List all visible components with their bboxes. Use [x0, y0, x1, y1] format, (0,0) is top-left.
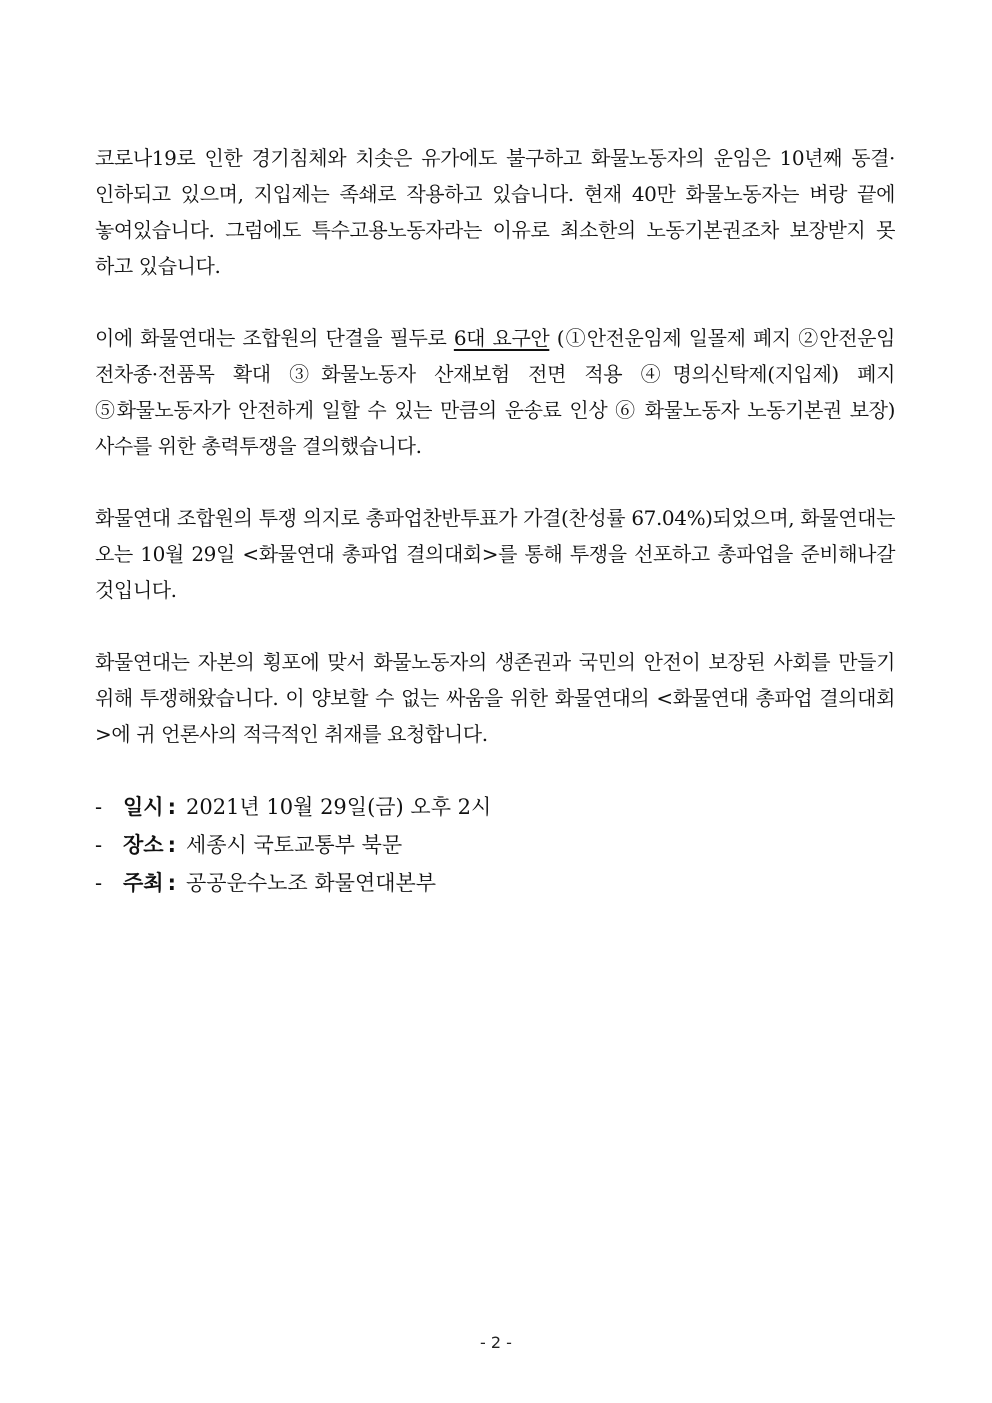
event-location-label: 장소 — [123, 833, 164, 857]
event-organizer-value: 공공운수노조 화물연대본부 — [185, 871, 437, 895]
document-body — [95, 140, 895, 902]
label-colon: : — [167, 833, 176, 857]
paragraph-text: 이에 화물연대는 조합원의 단결을 필두로 — [95, 326, 454, 350]
label-colon: : — [167, 871, 176, 895]
event-location-value: 세종시 국토교통부 북문 — [185, 833, 403, 857]
paragraph-vote-result — [95, 500, 895, 608]
paragraph-text: 화물연대는 자본의 횡포에 맞서 화물노동자의 생존권과 국민의 안전이 보장된 사회를 만들기 위해 투쟁해왔습니다. 이 양보할 수 없는 싸움을 위한 화물연대의 <화물연대 총파업 결의대회>에 귀 언론사의 적극적인 취재를 요청합니다. — [95, 650, 895, 746]
label-colon: : — [167, 795, 176, 819]
event-date-label: 일시 — [123, 795, 164, 819]
page-number: - 2 - — [480, 1333, 512, 1352]
paragraph-press-request — [95, 644, 895, 752]
paragraph-text: 코로나19로 인한 경기침체와 치솟은 유가에도 불구하고 화물노동자의 운임은 10년째 동결·인하되고 있으며, 지입제는 족쇄로 작용하고 있습니다. 현재 40만 화물노동자는 벼랑 끝에 놓여있습니다. 그럼에도 특수고용노동자라는 이유로 최소한의 노동기본권조차 보장받지 못 하고 있습니다. — [95, 146, 895, 278]
event-location-item — [95, 826, 895, 864]
paragraph-demands — [95, 320, 895, 464]
list-dash: - — [95, 795, 103, 819]
event-organizer-label: 주최 — [123, 871, 164, 895]
list-dash: - — [95, 833, 103, 857]
event-organizer-item — [95, 864, 895, 902]
six-demands-underlined: 6대 요구안 — [453, 326, 550, 350]
paragraph-background — [95, 140, 895, 284]
event-date-value: 2021년 10월 29일(금) 오후 2시 — [185, 795, 492, 819]
paragraph-text: (①안전운임제 일몰제 폐지 ②안전운임 전차종·전품목 확대 ③화물노동자 산재보험 전면 적용 ④명의신탁제(지입제) 폐지 ⑤화물노동자가 안전하게 일할 수 있는 만큼의 운송료 인상 ⑥ 화물노동자 노동기본권 보장) 사수를 위한 총력투쟁을 결의했습니다. — [95, 326, 895, 458]
list-dash: - — [95, 871, 103, 895]
paragraph-text: 화물연대 조합원의 투쟁 의지로 총파업찬반투표가 가결(찬성률 67.04%)되었으며, 화물연대는 오는 10월 29일 <화물연대 총파업 결의대회>를 통해 투쟁을 선포하고 총파업을 준비해나갈 것입니다. — [95, 506, 895, 602]
event-date-item — [95, 788, 895, 826]
event-info-list — [95, 788, 895, 902]
